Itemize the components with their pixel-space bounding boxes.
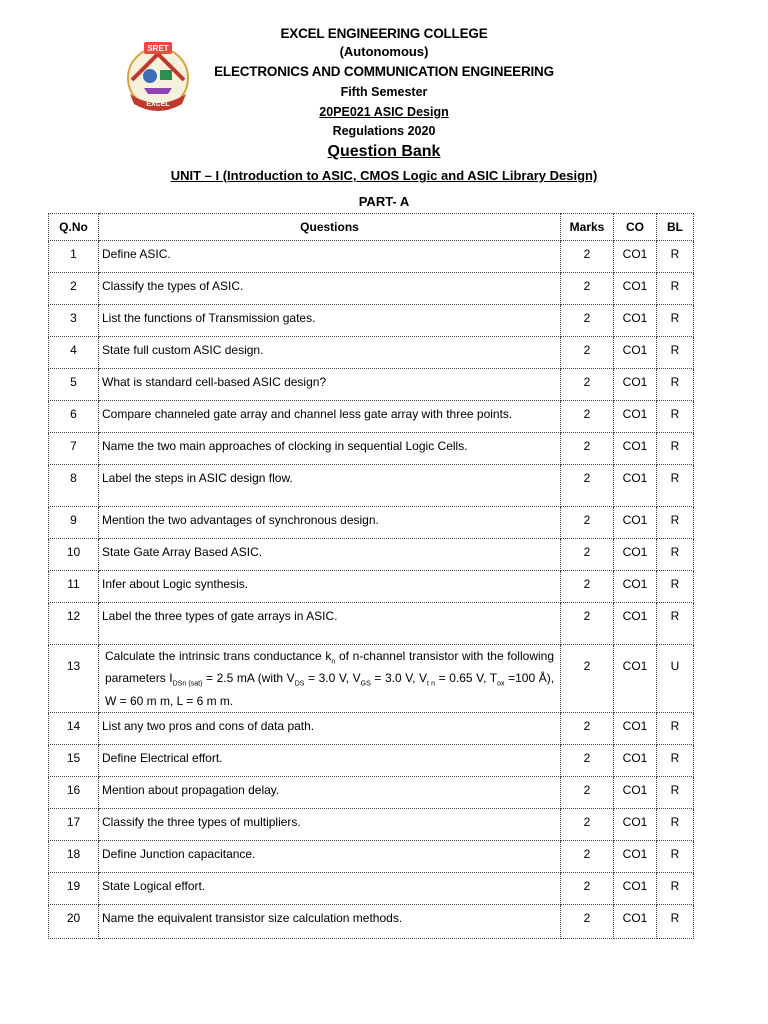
table-row bbox=[49, 337, 694, 369]
question-bl: U bbox=[657, 645, 694, 713]
question-number: 15 bbox=[49, 744, 99, 776]
question-marks: 2 bbox=[561, 840, 614, 872]
logo-top-text: SRET bbox=[147, 44, 169, 53]
question-marks: 2 bbox=[561, 465, 614, 507]
question-co: CO1 bbox=[614, 712, 657, 744]
table-row bbox=[49, 507, 694, 539]
question-co: CO1 bbox=[614, 401, 657, 433]
question-bl: R bbox=[657, 776, 694, 808]
table-row bbox=[49, 273, 694, 305]
semester-label: Fifth Semester bbox=[340, 85, 428, 99]
question-co: CO1 bbox=[614, 603, 657, 645]
question-number: 11 bbox=[49, 571, 99, 603]
question-text: Label the steps in ASIC design flow. bbox=[99, 465, 561, 507]
course-title: 20PE021 ASIC Design bbox=[319, 105, 449, 119]
question-table bbox=[48, 213, 694, 939]
question-number: 1 bbox=[49, 241, 99, 273]
college-name: EXCEL ENGINEERING COLLEGE bbox=[280, 26, 488, 41]
question-marks: 2 bbox=[561, 337, 614, 369]
question-number: 7 bbox=[49, 433, 99, 465]
table-row bbox=[49, 808, 694, 840]
question-co: CO1 bbox=[614, 645, 657, 713]
question-text: List the functions of Transmission gates. bbox=[99, 305, 561, 337]
question-bl: R bbox=[657, 840, 694, 872]
question-marks: 2 bbox=[561, 712, 614, 744]
question-number: 4 bbox=[49, 337, 99, 369]
question-text: Name the equivalent transistor size calculation methods. bbox=[99, 904, 561, 938]
unit-title: UNIT – I (Introduction to ASIC, CMOS Logic and ASIC Library Design) bbox=[170, 168, 598, 183]
question-marks: 2 bbox=[561, 603, 614, 645]
table-row bbox=[49, 872, 694, 904]
question-co: CO1 bbox=[614, 507, 657, 539]
question-marks: 2 bbox=[561, 571, 614, 603]
col-header-qno: Q.No bbox=[49, 214, 99, 241]
table-row bbox=[49, 465, 694, 507]
table-row bbox=[49, 645, 694, 713]
question-co: CO1 bbox=[614, 744, 657, 776]
table-row bbox=[49, 401, 694, 433]
table-row bbox=[49, 603, 694, 645]
question-number: 14 bbox=[49, 712, 99, 744]
question-text: Classify the three types of multipliers. bbox=[99, 808, 561, 840]
question-bl: R bbox=[657, 369, 694, 401]
question-number: 5 bbox=[49, 369, 99, 401]
question-bl: R bbox=[657, 603, 694, 645]
question-marks: 2 bbox=[561, 645, 614, 713]
table-row bbox=[49, 433, 694, 465]
question-bl: R bbox=[657, 571, 694, 603]
table-row bbox=[49, 369, 694, 401]
question-marks: 2 bbox=[561, 369, 614, 401]
question-co: CO1 bbox=[614, 904, 657, 938]
question-co: CO1 bbox=[614, 433, 657, 465]
col-header-bl: BL bbox=[657, 214, 694, 241]
question-bl: R bbox=[657, 433, 694, 465]
question-text: Define Electrical effort. bbox=[99, 744, 561, 776]
col-header-questions: Questions bbox=[99, 214, 561, 241]
question-bl: R bbox=[657, 273, 694, 305]
question-co: CO1 bbox=[614, 539, 657, 571]
question-marks: 2 bbox=[561, 273, 614, 305]
question-number: 16 bbox=[49, 776, 99, 808]
question-text: Calculate the intrinsic trans conductance $k_n$ of n-channel transistor with the following parameters $I_{DSn (sat)} = 2.5$ mA (with $V_{DS} = 3.0$ V, $V_{GS} = 3.0$ V, $V_{t n} = 0.65$ V, $T_{ox} =100$ Å), W = 60 m m, L = 6 m m. bbox=[99, 645, 561, 713]
question-marks: 2 bbox=[561, 904, 614, 938]
question-number: 19 bbox=[49, 872, 99, 904]
table-row bbox=[49, 904, 694, 938]
question-co: CO1 bbox=[614, 465, 657, 507]
question-text: Mention about propagation delay. bbox=[99, 776, 561, 808]
question-co: CO1 bbox=[614, 872, 657, 904]
question-marks: 2 bbox=[561, 305, 614, 337]
question-bl: R bbox=[657, 744, 694, 776]
regulations-label: Regulations 2020 bbox=[332, 124, 436, 138]
question-number: 2 bbox=[49, 273, 99, 305]
question-bl: R bbox=[657, 401, 694, 433]
table-header-row bbox=[49, 214, 694, 241]
question-co: CO1 bbox=[614, 571, 657, 603]
question-number: 9 bbox=[49, 507, 99, 539]
question-number: 18 bbox=[49, 840, 99, 872]
question-co: CO1 bbox=[614, 305, 657, 337]
col-header-marks: Marks bbox=[561, 214, 614, 241]
table-row bbox=[49, 539, 694, 571]
question-marks: 2 bbox=[561, 401, 614, 433]
department-name: ELECTRONICS AND COMMUNICATION ENGINEERING bbox=[214, 64, 554, 79]
question-number: 20 bbox=[49, 904, 99, 938]
part-label: PART- A bbox=[358, 194, 410, 209]
question-co: CO1 bbox=[614, 369, 657, 401]
question-marks: 2 bbox=[561, 433, 614, 465]
question-co: CO1 bbox=[614, 840, 657, 872]
question-co: CO1 bbox=[614, 273, 657, 305]
question-bl: R bbox=[657, 808, 694, 840]
question-co: CO1 bbox=[614, 337, 657, 369]
question-marks: 2 bbox=[561, 776, 614, 808]
question-co: CO1 bbox=[614, 241, 657, 273]
question-text: Compare channeled gate array and channel less gate array with three points. bbox=[99, 401, 561, 433]
table-row bbox=[49, 744, 694, 776]
question-marks: 2 bbox=[561, 241, 614, 273]
question-text: State Gate Array Based ASIC. bbox=[99, 539, 561, 571]
question-bl: R bbox=[657, 337, 694, 369]
question-marks: 2 bbox=[561, 539, 614, 571]
question-bl: R bbox=[657, 507, 694, 539]
question-text: Name the two main approaches of clocking in sequential Logic Cells. bbox=[99, 433, 561, 465]
question-number: 12 bbox=[49, 603, 99, 645]
question-bl: R bbox=[657, 712, 694, 744]
question-text: Define ASIC. bbox=[99, 241, 561, 273]
question-text: Label the three types of gate arrays in ASIC. bbox=[99, 603, 561, 645]
question-text: State full custom ASIC design. bbox=[99, 337, 561, 369]
question-text: List any two pros and cons of data path. bbox=[99, 712, 561, 744]
question-number: 3 bbox=[49, 305, 99, 337]
question-number: 17 bbox=[49, 808, 99, 840]
question-text: Classify the types of ASIC. bbox=[99, 273, 561, 305]
col-header-co: CO bbox=[614, 214, 657, 241]
question-co: CO1 bbox=[614, 776, 657, 808]
question-bl: R bbox=[657, 241, 694, 273]
question-number: 6 bbox=[49, 401, 99, 433]
question-bl: R bbox=[657, 305, 694, 337]
table-row bbox=[49, 241, 694, 273]
table-row bbox=[49, 305, 694, 337]
table-row bbox=[49, 571, 694, 603]
question-text: State Logical effort. bbox=[99, 872, 561, 904]
table-row bbox=[49, 712, 694, 744]
question-bl: R bbox=[657, 872, 694, 904]
question-bl: R bbox=[657, 465, 694, 507]
question-number: 10 bbox=[49, 539, 99, 571]
question-text: What is standard cell-based ASIC design? bbox=[99, 369, 561, 401]
question-marks: 2 bbox=[561, 507, 614, 539]
question-bl: R bbox=[657, 539, 694, 571]
document-title: Question Bank bbox=[327, 143, 441, 160]
question-marks: 2 bbox=[561, 744, 614, 776]
question-text: Define Junction capacitance. bbox=[99, 840, 561, 872]
question-co: CO1 bbox=[614, 808, 657, 840]
table-row bbox=[49, 776, 694, 808]
question-text: Infer about Logic synthesis. bbox=[99, 571, 561, 603]
question-number: 13 bbox=[49, 645, 99, 713]
question-text: Mention the two advantages of synchronous design. bbox=[99, 507, 561, 539]
table-row bbox=[49, 840, 694, 872]
logo-bottom-text: EXCEL bbox=[146, 101, 170, 108]
question-marks: 2 bbox=[561, 808, 614, 840]
question-number: 8 bbox=[49, 465, 99, 507]
autonomous-label: (Autonomous) bbox=[339, 44, 429, 59]
question-marks: 2 bbox=[561, 872, 614, 904]
question-bl: R bbox=[657, 904, 694, 938]
